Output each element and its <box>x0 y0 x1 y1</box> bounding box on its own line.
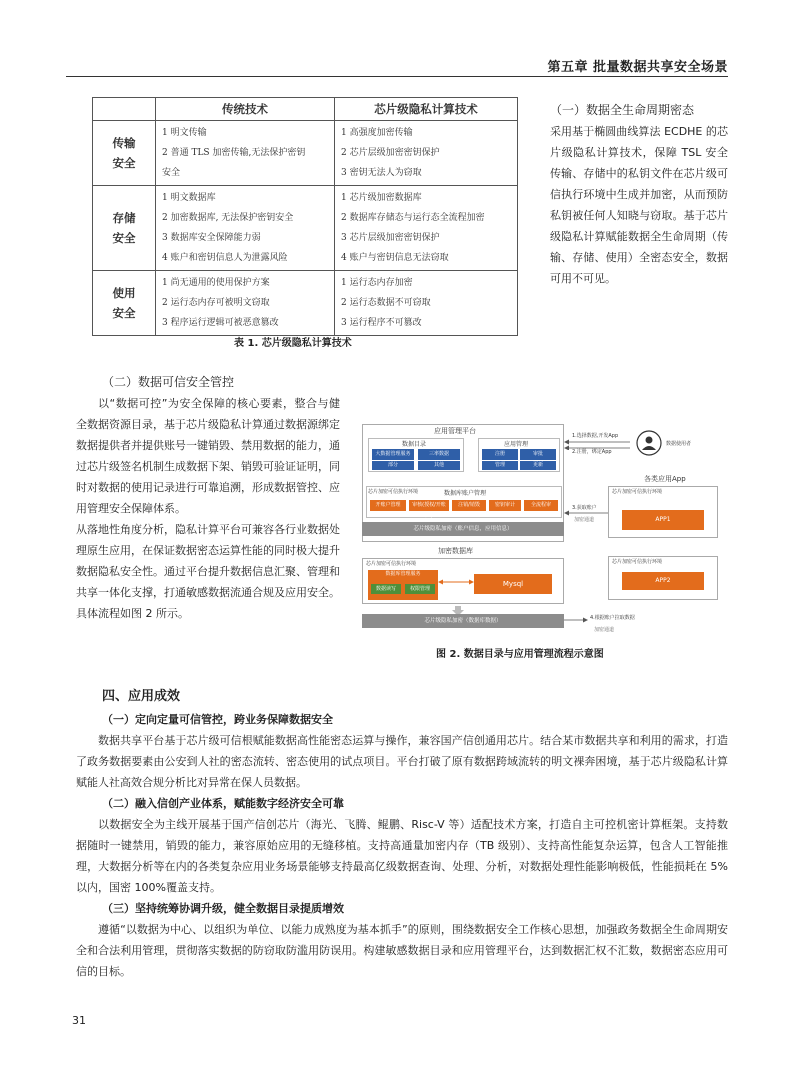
cell-line: 2 运行态数据不可窃取 <box>341 298 431 308</box>
cell-line: 2 芯片层级加密密钥保护 <box>341 148 440 158</box>
arrows-steps-1-2 <box>564 438 634 450</box>
table-header-row <box>93 98 518 121</box>
developer-label: 数据使用者 <box>666 441 692 447</box>
table-row-transport <box>93 121 518 186</box>
arrow-db-mysql <box>438 578 474 586</box>
account-title: 数据库账户管理 <box>444 490 487 497</box>
table-row-usage <box>93 271 518 336</box>
row-label-line: 使用 <box>112 286 136 300</box>
chip-storage-top: 芯片级隐私加密（账户信息，应用信息） <box>362 522 564 536</box>
subsection-2-text: 以数据安全为主线开展基于国产信创芯片（海光、飞腾、鲲鹏、Risc-V 等）适配技术方案，打造自主可控机密计算框架。支持数据随时一键禁用，销毁的能力，兼容原始应用的无缝移植。支持高通量加密内存（TB 级别）、支持高性能复杂运算，包含人工智能推理，大数据分析等在内的各类复杂应用业务场景能够支持最高亿级数据查询、处理、分析，对数据处理性能影响极低，性能损耗在 5%以内，国密 100%覆盖支持。 <box>76 818 728 894</box>
cell-line: 3 运行程序不可篡改 <box>341 318 422 328</box>
db-title: 加密数据库 <box>438 547 473 555</box>
app-tee-label: 芯片加密可信执行环境 <box>612 559 663 565</box>
section-two-title: （二）数据可信安全管控 <box>102 375 235 389</box>
catalog-button: 三率数据 <box>418 449 460 460</box>
app-button: 审批 <box>520 449 556 460</box>
db-button: 数据读写 <box>371 584 401 594</box>
cell-chip-transport <box>335 121 518 186</box>
row-label-transport <box>93 121 156 186</box>
cell-chip-storage <box>335 186 518 271</box>
subsection-3-title: （三）坚持统筹协调升级，健全数据目录提质增效 <box>102 902 344 915</box>
cell-line: 1 运行态内存加密 <box>341 278 413 288</box>
cell-line: 4 账户和密钥信息人为泄露风险 <box>162 253 288 263</box>
app-mgmt-title: 应用管理 <box>504 441 529 448</box>
step-2: 2.注册，绑定App <box>572 449 612 455</box>
cell-line: 1 明文数据库 <box>162 193 216 203</box>
app-tee-label: 芯片加密可信执行环境 <box>612 489 663 495</box>
section-four <box>76 686 728 982</box>
arrow-step-3 <box>564 510 608 516</box>
cell-traditional-transport <box>156 121 335 186</box>
table-row-storage <box>93 186 518 271</box>
row-label-line: 存储 <box>112 211 136 225</box>
subsection-3-text: 遵循“以数据为中心、以组织为单位、以能力成熟度为基本抓手”的原则，围绕数据安全工作核心思想，加强政务数据全生命周期安全和合法利用管理，贯彻落实数据的防窃取防滥用防误用。构建敏感数据目录和应用管理平台，达到数据汇权不汇数，数据密态应用可信的目标。 <box>76 923 728 978</box>
side-section-paragraph: 采用基于椭圆曲线算法 ECDHE 的芯片级隐私计算技术，保障 TSL 安全传输、存储中的私钥文件在芯片级可信执行环境中生成并加密，从而预防私钥被任何人知晓与窃取。基于芯片级隐私计算赋能数据全生命周期（传输、存储、使用）全密态安全，数据可用不可见。 <box>550 125 728 285</box>
mysql-block: Mysql <box>474 574 552 594</box>
account-button: 审核(授权/开账户) <box>409 500 449 511</box>
cell-line: 安全 <box>162 168 181 178</box>
cell-line: 1 芯片级加密数据库 <box>341 193 422 203</box>
subsection-2-title: （二）融入信创产业体系，赋能数字经济安全可靠 <box>102 797 344 810</box>
table-caption: 表 1. 芯片级隐私计算技术 <box>234 338 352 349</box>
user-icon <box>636 430 662 456</box>
cell-traditional-storage <box>156 186 335 271</box>
figure-caption: 图 2. 数据目录与应用管理流程示意图 <box>436 649 604 660</box>
step-3: 3.获取账户 <box>572 505 597 511</box>
row-label-line: 安全 <box>112 306 136 320</box>
subsection-1-text: 数据共享平台基于芯片级可信根赋能数据高性能密态运算与操作，兼容国产信创通用芯片。结合某市数据共享和利用的需求，打造了政务数据要素由公安到人社的密态流转、密态使用的试点项目。平台打破了原有数据跨域流转的明文裸奔困境，基于芯片级隐私计算赋能人社高效合规分析比对异常在保人员数据。 <box>76 734 728 789</box>
platform-title: 应用管理平台 <box>434 427 476 435</box>
side-section-title: （一）数据全生命周期密态 <box>550 103 695 117</box>
cell-line: 2 数据库存储态与运行态全流程加密 <box>341 213 485 223</box>
app-button: 注册 <box>482 449 518 460</box>
subsection-1-title: （一）定向定量可信管控，跨业务保障数据安全 <box>102 713 333 726</box>
app-button: 更新 <box>520 461 556 470</box>
table-col-header-chip: 芯片级隐私计算技术 <box>335 98 518 121</box>
cell-line: 3 芯片层级加密密钥保护 <box>341 233 440 243</box>
flow-diagram <box>354 418 730 640</box>
db-service-label: 数据库管理服务 <box>385 571 421 577</box>
cell-line: 1 高强度加密传输 <box>341 128 413 138</box>
account-button: 注销/销毁 <box>452 500 486 511</box>
cell-line: 1 明文传输 <box>162 128 207 138</box>
catalog-button: 大数据管理服务 <box>372 449 414 460</box>
side-section <box>550 100 728 289</box>
row-label-storage <box>93 186 156 271</box>
section-four-title: 四、应用成效 <box>102 689 181 704</box>
table-corner-cell <box>93 98 156 121</box>
section-two <box>76 372 340 624</box>
chapter-title: 第五章 批量数据共享安全场景 <box>547 60 728 75</box>
cell-line: 3 程序运行逻辑可被恶意篡改 <box>162 318 279 328</box>
account-button: 密钥审计 <box>489 500 521 511</box>
cell-line: 1 尚无通用的使用保护方案 <box>162 278 270 288</box>
header-divider <box>66 76 728 77</box>
step-1: 1.选择数据,开发App <box>572 433 619 439</box>
section-two-paragraph-1: 以“数据可控”为安全保障的核心要素，整合与健全数据资源目录，基于芯片级隐私计算通过数据源绑定数据提供者并提供账号一键销毁、禁用数据的能力，通过芯片级签名机制生成数据下架、销毁可验证证明，同时对数据的使用记录进行可靠追溯，形成数据管控、应用管理安全保障体系。 <box>76 397 340 515</box>
row-label-usage <box>93 271 156 336</box>
cell-traditional-usage <box>156 271 335 336</box>
tee-label: 芯片加密可信执行环境 <box>368 489 419 495</box>
app2-block: APP2 <box>622 572 704 590</box>
apps-title: 各类应用App <box>644 475 686 483</box>
catalog-button: 其他 <box>418 461 460 470</box>
arrow-step-4 <box>564 616 588 624</box>
cell-line: 2 加密数据库, 无法保护密钥安全 <box>162 213 294 223</box>
cell-line: 2 普通 TLS 加密传输,无法保护密钥 <box>162 148 306 158</box>
comparison-table <box>92 97 518 336</box>
cell-line: 2 运行态内存可被明文窃取 <box>162 298 270 308</box>
app1-block: APP1 <box>622 510 704 530</box>
table-col-header-traditional: 传统技术 <box>156 98 335 121</box>
section-two-paragraph-2: 从落地性角度分析，隐私计算平台可兼容各行业数据处理原生应用，在保证数据密态运算性能的同时极大提升数据隐私安全性。通过平台提升数据信息汇聚、管理和共享一体化支撑，打通敏感数据流通合规及应用安全。具体流程如图 2 所示。 <box>76 523 340 620</box>
catalog-button: 部分 <box>372 461 414 470</box>
row-label-line: 安全 <box>112 156 136 170</box>
step-3-channel: 加密通道 <box>574 517 595 523</box>
row-label-line: 传输 <box>112 136 136 150</box>
account-button: 全流程审 <box>524 500 558 511</box>
cell-chip-usage <box>335 271 518 336</box>
row-label-line: 安全 <box>112 231 136 245</box>
catalog-title: 数据目录 <box>402 441 427 448</box>
step-4-channel: 加密通道 <box>594 627 615 633</box>
db-button: 权限管理 <box>405 584 435 594</box>
step-4: 4.根据账户拉取数据 <box>590 615 635 621</box>
page-number: 31 <box>72 1014 86 1027</box>
chip-storage-bottom: 芯片级隐私加密（数据库数据） <box>362 614 564 628</box>
db-tee-label: 芯片加密可信执行环境 <box>366 561 417 567</box>
cell-line: 3 数据库安全保障能力弱 <box>162 233 261 243</box>
app-button: 管理 <box>482 461 518 470</box>
cell-line: 4 账户与密钥信息无法窃取 <box>341 253 449 263</box>
cell-line: 3 密钥无法人为窃取 <box>341 168 422 178</box>
account-button: 开账户管理 <box>370 500 406 511</box>
